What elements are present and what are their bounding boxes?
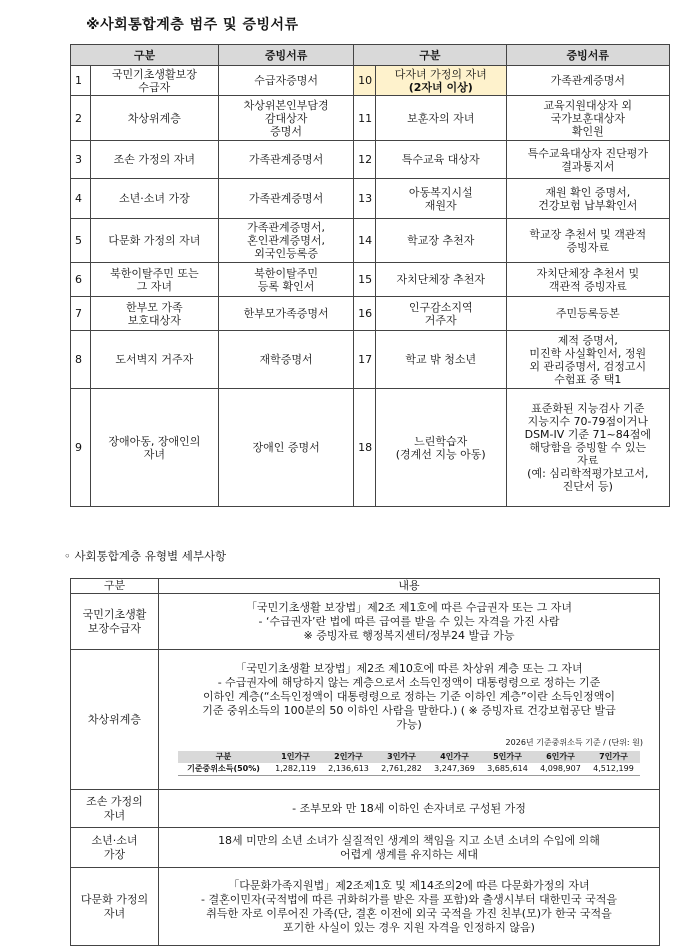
detail-category: 차상위계층 xyxy=(71,650,159,790)
row-number: 16 xyxy=(354,297,376,331)
required-document: 가족관계증명서 xyxy=(219,141,354,179)
required-document: 표준화된 지능검사 기준 지능지수 70-79점이거나 DSM-IV 기준 71~84점에 해당함을 증빙할 수 있는 자료 (예: 심리학적평가보고서, 진단서 등) xyxy=(506,389,669,507)
required-document: 재학증명서 xyxy=(219,331,354,389)
detail-content xyxy=(159,790,660,828)
row-number: 18 xyxy=(354,389,376,507)
detail-row xyxy=(71,790,660,828)
details-table xyxy=(70,578,660,946)
income-row-label: 기준중위소득(50%) xyxy=(178,763,269,776)
detail-text: 「다문화가족지원법」제2조제1호 및 제14조의2에 따른 다문화가정의 자녀 - 결혼이민자(국적법에 따른 귀화허가를 받은 자를 포함)와 출생시부터 대한민국 국적을 취득한 자로 이루어진 가족(단, 결혼 이전에 외국 국적을 가진 친부(모)가 한국 국적을 포기한 사실이 있는 경우 지원 자격을 인정하지 않음) xyxy=(201,878,617,934)
category-row xyxy=(71,263,670,297)
row-number: 6 xyxy=(71,263,91,297)
detail-row xyxy=(71,868,660,946)
header-document-left: 증빙서류 xyxy=(219,45,354,66)
income-header: 4인가구 xyxy=(428,751,481,763)
category-name-text: 특수교육 대상자 xyxy=(401,153,480,166)
category-name-text: 아동복지시설 재원자 xyxy=(408,185,473,212)
category-name xyxy=(375,389,506,507)
category-name-text: 학교장 추천자 xyxy=(407,234,475,247)
row-number: 7 xyxy=(71,297,91,331)
row-number: 10 xyxy=(354,66,376,96)
row-number: 9 xyxy=(71,389,91,507)
row-number: 17 xyxy=(354,331,376,389)
detail-content xyxy=(159,650,660,790)
category-name: 북한이탈주민 또는 그 자녀 xyxy=(90,263,219,297)
category-name: 국민기초생활보장 수급자 xyxy=(90,66,219,96)
category-name xyxy=(375,297,506,331)
row-number: 5 xyxy=(71,219,91,263)
category-row xyxy=(71,179,670,219)
detail-category: 다문화 가정의 자녀 xyxy=(71,868,159,946)
category-name: 도서벽지 거주자 xyxy=(90,331,219,389)
category-name-text: 다자녀 가정의 자녀 xyxy=(394,67,487,81)
row-number: 8 xyxy=(71,331,91,389)
required-document: 특수교육대상자 진단평가 결과통지서 xyxy=(506,141,669,179)
category-name xyxy=(375,66,506,96)
category-name-text: 보훈자의 자녀 xyxy=(407,111,475,125)
income-value-row xyxy=(178,763,640,776)
category-name-note: (2자녀 이상) xyxy=(408,80,473,94)
category-name: 한부모 가족 보호대상자 xyxy=(90,297,219,331)
income-table-caption: 2026년 기준중위소득 기준 / (단위: 원) xyxy=(505,737,643,747)
detail-row xyxy=(71,594,660,650)
detail-row xyxy=(71,828,660,868)
detail-category: 소년·소녀 가장 xyxy=(71,828,159,868)
required-document: 주민등록등본 xyxy=(506,297,669,331)
category-name xyxy=(375,263,506,297)
row-number: 13 xyxy=(354,179,376,219)
category-name: 조손 가정의 자녀 xyxy=(90,141,219,179)
category-row xyxy=(71,66,670,96)
row-number: 2 xyxy=(71,96,91,141)
detail-text: 18세 미만의 소년 소녀가 실질적인 생계의 책임을 지고 소년 소녀의 수입에 의해 어렵게 생계를 유지하는 세대 xyxy=(218,833,600,861)
income-header: 1인가구 xyxy=(269,751,322,763)
details-header-row xyxy=(71,579,660,594)
header-category: 구분 xyxy=(71,579,159,594)
category-name-text: 인구감소지역 거주자 xyxy=(408,300,473,327)
category-name: 다문화 가정의 자녀 xyxy=(90,219,219,263)
detail-category: 국민기초생활 보장수급자 xyxy=(71,594,159,650)
income-table xyxy=(178,751,640,776)
categories-table xyxy=(70,44,670,507)
income-value: 4,512,199 xyxy=(587,763,640,776)
detail-text: - 조부모와 만 18세 이하인 손자녀로 구성된 가정 xyxy=(292,801,526,815)
income-header: 2인가구 xyxy=(322,751,375,763)
required-document: 재원 확인 증명서, 건강보험 납부확인서 xyxy=(506,179,669,219)
row-number: 15 xyxy=(354,263,376,297)
required-document: 학교장 추천서 및 객관적 증빙자료 xyxy=(506,219,669,263)
category-name-text: 느린학습자 (경계선 지능 아동) xyxy=(395,434,486,461)
required-document: 장애인 증명서 xyxy=(219,389,354,507)
category-name xyxy=(375,219,506,263)
required-document: 북한이탈주민 등록 확인서 xyxy=(219,263,354,297)
row-number: 12 xyxy=(354,141,376,179)
category-name: 차상위계층 xyxy=(90,96,219,141)
header-content: 내용 xyxy=(159,579,660,594)
section-subtitle: ◦ 사회통합계층 유형별 세부사항 xyxy=(64,549,227,563)
detail-content xyxy=(159,868,660,946)
required-document: 가족관계증명서, 혼인관계증명서, 외국인등록증 xyxy=(219,219,354,263)
detail-content xyxy=(159,594,660,650)
row-number: 14 xyxy=(354,219,376,263)
category-row xyxy=(71,96,670,141)
income-header: 구분 xyxy=(178,751,269,763)
category-name: 장애아동, 장애인의 자녀 xyxy=(90,389,219,507)
required-document: 차상위본인부담경 감대상자 증명서 xyxy=(219,96,354,141)
detail-content xyxy=(159,828,660,868)
header-document-right: 증빙서류 xyxy=(506,45,669,66)
category-row xyxy=(71,219,670,263)
income-header: 6인가구 xyxy=(534,751,587,763)
header-category-left: 구분 xyxy=(71,45,219,66)
row-number: 1 xyxy=(71,66,91,96)
categories-header-row xyxy=(71,45,670,66)
category-name xyxy=(375,179,506,219)
category-name-text: 자치단체장 추천자 xyxy=(396,273,485,286)
income-value: 1,282,119 xyxy=(269,763,322,776)
row-number: 4 xyxy=(71,179,91,219)
required-document: 교육지원대상자 외 국가보훈대상자 확인원 xyxy=(506,96,669,141)
category-row xyxy=(71,389,670,507)
required-document: 제적 증명서, 미진학 사실확인서, 정원 외 관리증명서, 검정고시 수험표 중 택1 xyxy=(506,331,669,389)
category-name: 소년·소녀 가장 xyxy=(90,179,219,219)
required-document: 가족관계증명서 xyxy=(219,179,354,219)
category-name-text: 학교 밖 청소년 xyxy=(405,353,477,366)
income-value: 3,247,369 xyxy=(428,763,481,776)
page-title: ※사회통합계층 범주 및 증빙서류 xyxy=(86,17,299,33)
required-document: 자치단체장 추천서 및 객관적 증빙자료 xyxy=(506,263,669,297)
income-value: 4,098,907 xyxy=(534,763,587,776)
income-header: 7인가구 xyxy=(587,751,640,763)
category-row xyxy=(71,331,670,389)
required-document: 가족관계증명서 xyxy=(506,66,669,96)
category-row xyxy=(71,141,670,179)
row-number: 11 xyxy=(354,96,376,141)
detail-row xyxy=(71,650,660,790)
category-name xyxy=(375,331,506,389)
income-header: 5인가구 xyxy=(481,751,534,763)
category-row xyxy=(71,297,670,331)
header-category-right: 구분 xyxy=(354,45,506,66)
income-value: 2,761,282 xyxy=(375,763,428,776)
row-number: 3 xyxy=(71,141,91,179)
income-value: 2,136,613 xyxy=(322,763,375,776)
income-value: 3,685,614 xyxy=(481,763,534,776)
category-name xyxy=(375,96,506,141)
income-header-row xyxy=(178,751,640,763)
detail-category: 조손 가정의 자녀 xyxy=(71,790,159,828)
required-document: 수급자증명서 xyxy=(219,66,354,96)
required-document: 한부모가족증명서 xyxy=(219,297,354,331)
income-header: 3인가구 xyxy=(375,751,428,763)
detail-text: 「국민기초생활 보장법」제2조 제1호에 따른 수급권자 또는 그 자녀 - ‘수급권자’란 법에 따른 급여를 받을 수 있는 자격을 가진 사람 ※ 증빙자료 행정복지센터/정부24 발급 가능 xyxy=(245,600,573,642)
detail-text: 「국민기초생활 보장법」제2조 제10호에 따른 차상위 계층 또는 그 자녀 - 수급권자에 해당하지 않는 계층으로서 소득인정액이 대통령령으로 정하는 기준 이하인 계층(“소득인정액이 대통령령으로 정하는 기준 이하인 계층”이란 소득인정액이 기준 중위소득의 100분의 50 이하인 사람을 말한다.) ( ※ 증빙자료 건강보험공단 발급 가능) xyxy=(202,661,616,731)
category-name xyxy=(375,141,506,179)
